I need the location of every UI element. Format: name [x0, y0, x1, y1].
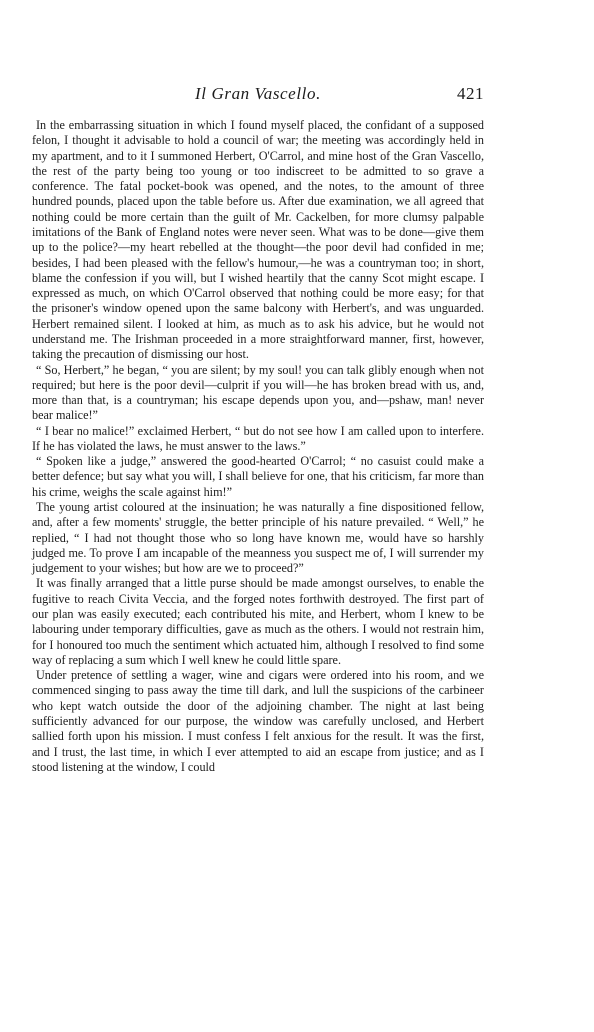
page-number: 421: [457, 84, 484, 103]
paragraph: It was finally arranged that a little purse should be made amongst ourselves, to enable the fugitive to reach Civita Veccia, and the forged notes forthwith destroyed. The first part of our plan was easily executed; each contributed his mite, and Herbert, whom I knew to be labouring under temporary difficulties, gave as much as the others. I would not restrain him, for I honoured too much the sentiment which actuated him, although I resolved to find some way of replacing a sum which I well knew he could little spare.: [32, 576, 484, 667]
paragraph: “ I bear no malice!” exclaimed Herbert, “ but do not see how I am called upon to interfere. If he has violated the laws, he must answer to the laws.”: [32, 423, 484, 453]
running-head: [32, 84, 484, 106]
paragraph: “ Spoken like a judge,” answered the good-hearted O'Carrol; “ no casuist could make a better defence; but say what you will, I shall believe for one, that his criticism, far more than his crime, weighs the scale against him!”: [32, 454, 484, 499]
paragraph: In the embarrassing situation in which I found myself placed, the confidant of a supposed felon, I thought it advisable to hold a council of war; the meeting was accordingly held in my apartment, and to it I summoned Herbert, O'Carrol, and mine host of the Gran Vascello, the rest of the party being too young or too indiscreet to be admitted to so grave a conference. The fatal pocket-book was opened, and the notes, to the amount of three hundred pounds, placed upon the table before us. After due examination, we all agreed that nothing could be more certain than the guilt of Mr. Cackelben, for more clumsy palpable imitations of the Bank of England notes were never seen. What was to be done—give them up to the police?—my heart rebelled at the thought—the poor devil had confided in me; besides, I had been pleased with the fellow's humour,—he was a countryman too; in short, blame the confession if you will, but I wished heartily that the canny Scot might escape. I expressed as much, on which O'Carrol observed that nothing could be more easy; for that the prisoner's window opened upon the same balcony with Herbert's, and was unguarded. Herbert remained silent. I looked at him, as much as to ask his advice, but he would not understand me. The Irishman proceeded in a more straightforward manner, first, however, taking the precaution of dismissing our host.: [32, 118, 484, 362]
paragraph: The young artist coloured at the insinuation; he was naturally a fine dispositioned fellow, and, after a few moments' struggle, the better principle of his nature prevailed. “ Well,” he replied, “ I had not thought those who so long have known me, would have so harshly judged me. To prove I am incapable of the meanness you suspect me of, I will surrender my judgement to your wishes; but how are we to proceed?”: [32, 500, 484, 576]
paragraph: “ So, Herbert,” he began, “ you are silent; by my soul! you can talk glibly enough when not required; but here is the poor devil—culprit if you will—he has broken bread with us, and, more than that, is a countryman; his escape depends upon you, and—pshaw, man! never bear malice!”: [32, 362, 484, 423]
body-text: [32, 118, 484, 775]
paragraph: Under pretence of settling a wager, wine and cigars were ordered into his room, and we commenced singing to pass away the time till dark, and lull the suspicions of the carbineer who kept watch outside the door of the adjoining chamber. The night at last being sufficiently advanced for our purpose, the window was carefully unclosed, and Herbert sallied forth upon his mission. I must confess I felt anxious for the result. It was the first, and I trust, the last time, in which I ever attempted to aid an escape from justice; and as I stood listening at the window, I could: [32, 668, 484, 774]
running-title: Il Gran Vascello.: [195, 84, 321, 103]
